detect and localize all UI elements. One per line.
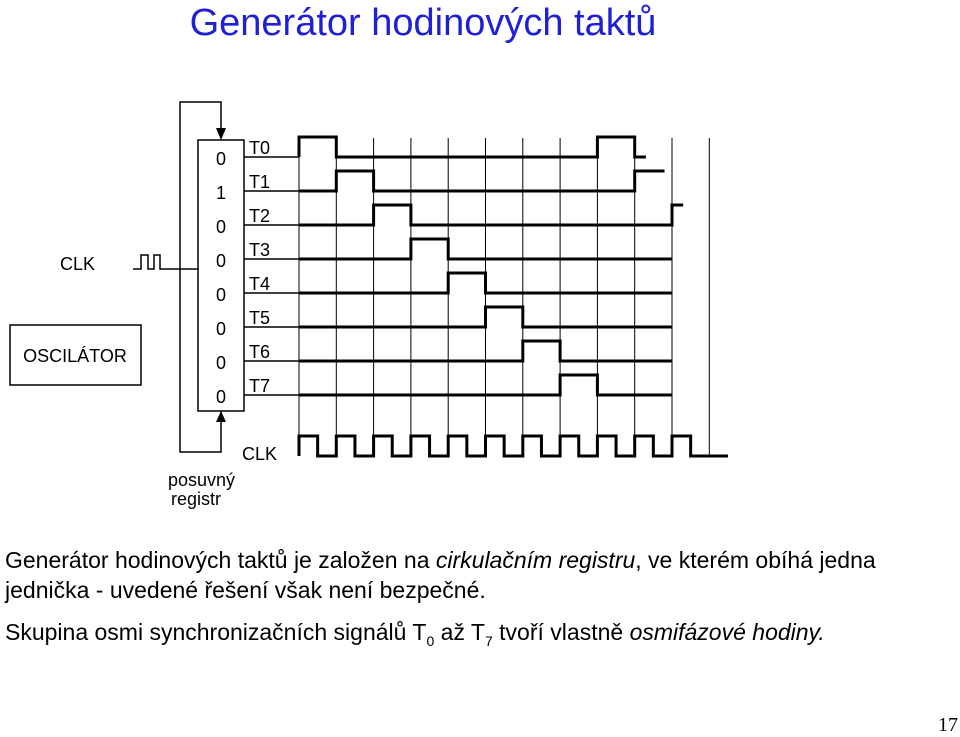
- phase-waveform-t5: [299, 307, 672, 327]
- paragraph-1-italic: cirkulačním registru: [435, 547, 636, 573]
- oscillator-pulse-icon: [133, 255, 166, 269]
- clk-waveform: [299, 436, 728, 456]
- subscript-7: 7: [484, 633, 493, 649]
- output-label-t4: T4: [249, 274, 271, 294]
- output-label-t3: T3: [249, 240, 271, 260]
- output-label-t5: T5: [249, 308, 271, 328]
- paragraph-1: [5, 545, 945, 605]
- phase-waveform-t2: [299, 205, 683, 225]
- paragraph-2: [5, 617, 945, 647]
- oscillator-clk-label: CLK: [60, 254, 96, 274]
- paragraph-1-start: Generátor hodinových taktů je založen na: [5, 547, 436, 573]
- output-label-t7: T7: [249, 376, 271, 396]
- oscillator-label: OSCILÁTOR: [23, 346, 127, 366]
- register-bit: 0: [215, 217, 227, 237]
- timing-waveforms: [299, 137, 728, 456]
- clk-waveform-label: CLK: [242, 444, 278, 464]
- phase-waveform-t0: [299, 137, 646, 157]
- register-bit: 0: [215, 319, 227, 339]
- phase-waveform-t4: [299, 273, 672, 293]
- description-text: [5, 545, 945, 647]
- register-bit: 1: [215, 183, 227, 203]
- register-bit: 0: [215, 387, 227, 407]
- paragraph-2-start: Skupina osmi synchronizačních signálů T: [5, 619, 427, 645]
- register-caption-line1: posuvný: [168, 470, 236, 490]
- feedback-loop-line: [180, 102, 221, 452]
- register-bit: 0: [215, 251, 227, 271]
- feedback-arrow-down-icon: [216, 128, 226, 140]
- paragraph-2-end: tvoří vlastně: [492, 619, 630, 645]
- output-label-t6: T6: [249, 342, 271, 362]
- register-bit: 0: [215, 353, 227, 373]
- paragraph-2-mid: až T: [434, 619, 485, 645]
- register-caption-line2: registr: [171, 489, 222, 509]
- timing-grid: [244, 138, 709, 456]
- output-label-t2: T2: [249, 206, 271, 226]
- output-label-t1: T1: [249, 172, 271, 192]
- page-title: Generátor hodinových taktů: [189, 2, 657, 44]
- register-bit: 0: [215, 149, 227, 169]
- register-bit: 0: [215, 285, 227, 305]
- paragraph-2-italic: osmifázové hodiny.: [629, 619, 825, 645]
- phase-waveform-t1: [299, 171, 665, 191]
- output-label-t0: T0: [249, 138, 271, 158]
- paragraph-1-end: , ve kterém obíhá jedna jednička - uvedené řešení však není bezpečné.: [5, 547, 876, 603]
- page-number: 17: [938, 714, 958, 736]
- subscript-0: 0: [426, 633, 435, 649]
